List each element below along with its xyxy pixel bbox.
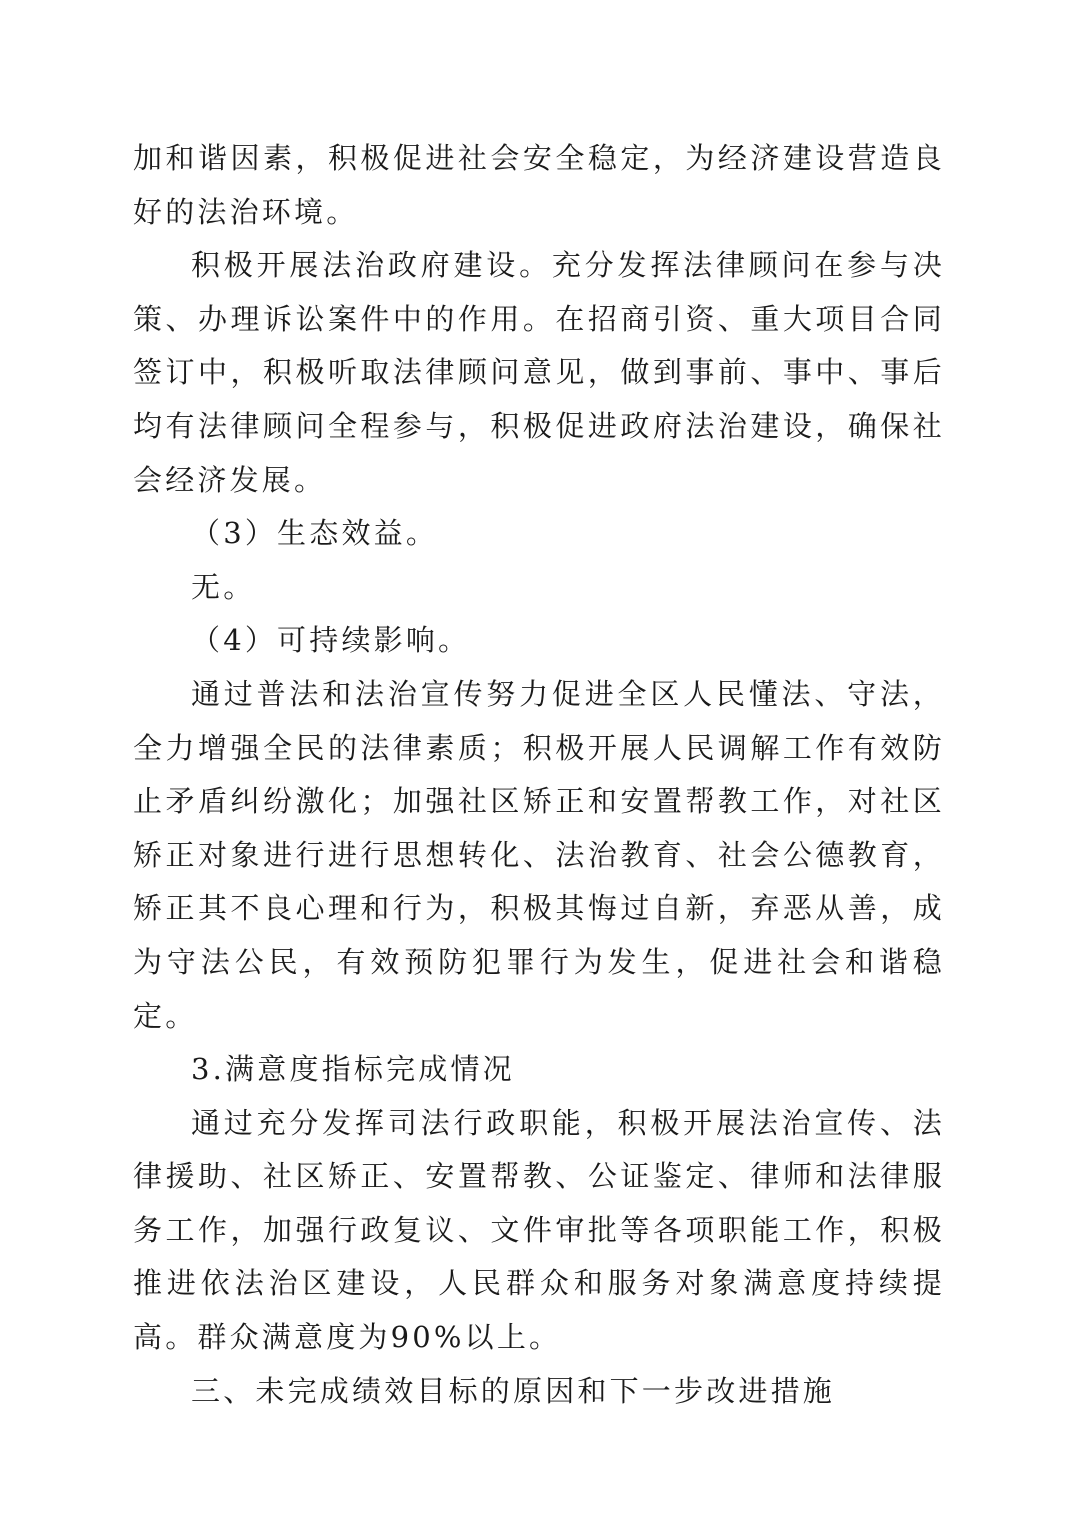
paragraph-sustainable-impact: 通过普法和法治宣传努力促进全区人民懂法、守法，全力增强全民的法律素质；积极开展人民调解工作有效防止矛盾纠纷激化；加强社区矫正和安置帮教工作，对社区矫正对象进行进行思想转化、法治教育、社会公德教育，矫正其不良心理和行为，积极其悔过自新，弃恶从善，成为守法公民，有效预防犯罪行为发生，促进社会和谐稳定。 bbox=[133, 676, 945, 1033]
document-body bbox=[133, 132, 945, 1418]
section-heading-improvement: 三、未完成绩效目标的原因和下一步改进措施 bbox=[191, 1373, 836, 1408]
paragraph-none: 无。 bbox=[191, 569, 256, 604]
heading-satisfaction-indicator: 3.满意度指标完成情况 bbox=[191, 1052, 515, 1087]
paragraph-legal-government: 积极开展法治政府建设。充分发挥法律顾问在参与决策、办理诉讼案件中的作用。在招商引资、重大项目合同签订中，积极听取法律顾问意见，做到事前、事中、事后均有法律顾问全程参与，积极促进政府法治建设，确保社会经济发展。 bbox=[133, 248, 945, 497]
paragraph-satisfaction: 通过充分发挥司法行政职能，积极开展法治宣传、法律援助、社区矫正、安置帮教、公证鉴定、律师和法律服务工作，加强行政复议、文件审批等各项职能工作，积极推进依法治区建设，人民群众和服务对象满意度持续提高。群众满意度为90%以上。 bbox=[133, 1105, 945, 1355]
heading-ecological-benefit: （3）生态效益。 bbox=[191, 516, 439, 551]
heading-sustainable-impact: （4）可持续影响。 bbox=[191, 623, 471, 658]
paragraph-continuation: 加和谐因素，积极促进社会安全稳定，为经济建设营造良好的法治环境。 bbox=[133, 141, 945, 229]
